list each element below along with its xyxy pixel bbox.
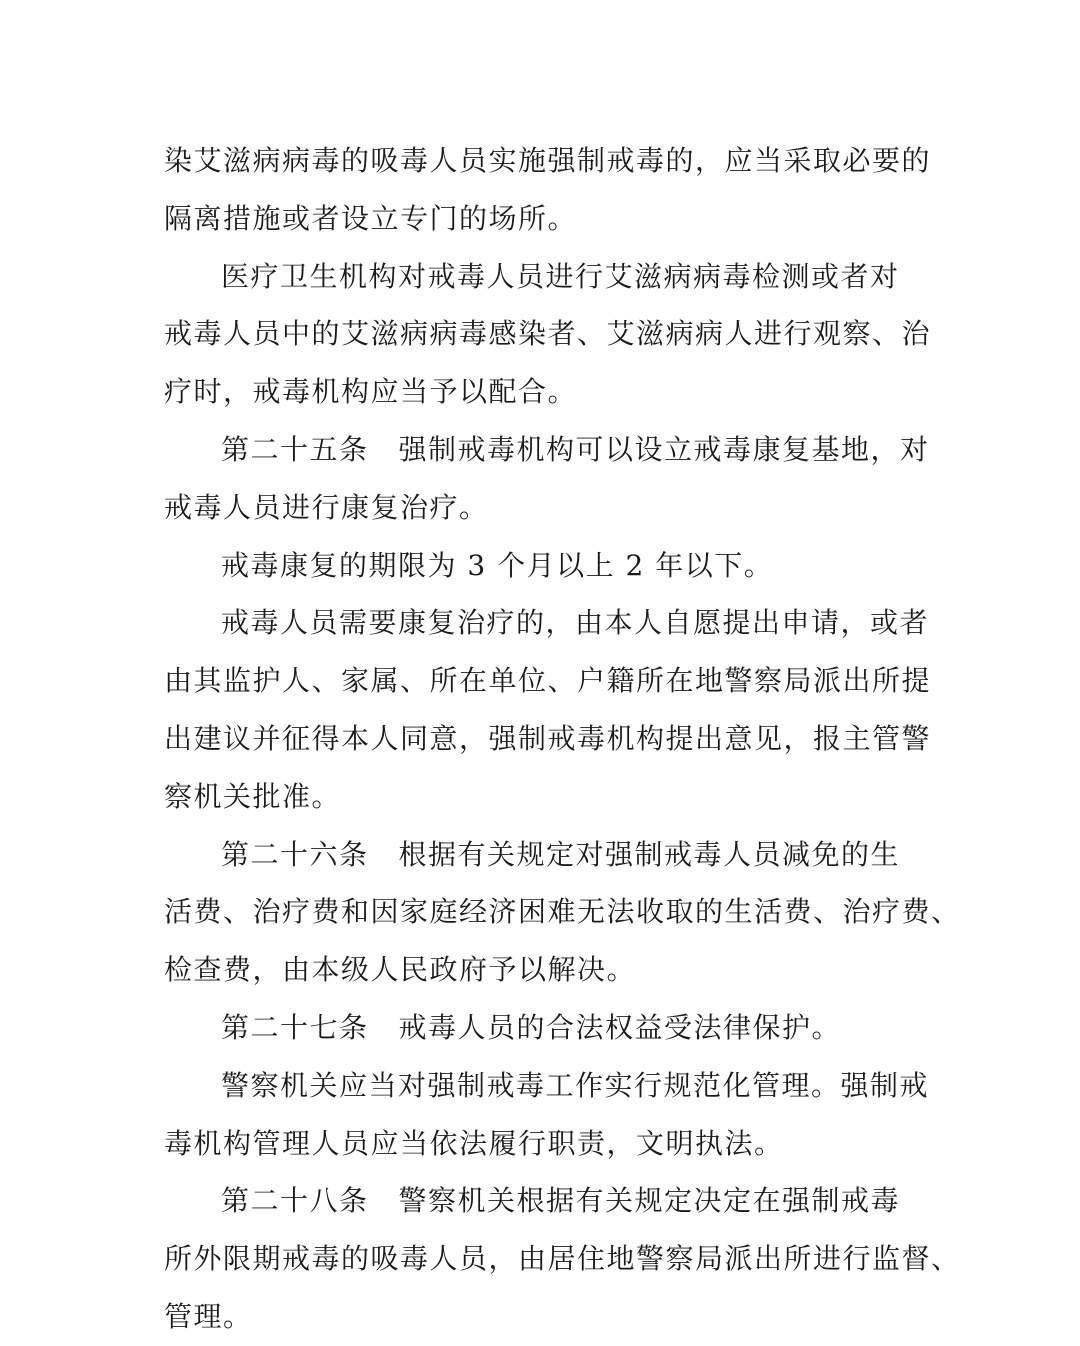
article-number: 第二十五条 (221, 432, 369, 466)
article-number: 第二十六条 (221, 837, 369, 871)
article-text: 强制戒毒机构可以设立戒毒康复基地，对 (398, 432, 930, 466)
text-line: 出建议并征得本人同意，强制戒毒机构提出意见，报主管警 (164, 721, 932, 755)
text-line: 管理。 (164, 1299, 253, 1333)
article-line (164, 826, 924, 884)
text-line: 警察机关应当对强制戒毒工作实行规范化管理。强制戒 (221, 1068, 930, 1102)
text-line: 戒毒康复的期限为 3 个月以上 2 年以下。 (221, 548, 774, 582)
text-line: 戒毒人员需要康复治疗的，由本人自愿提出申请，或者 (221, 606, 930, 640)
article-text: 警察机关根据有关规定决定在强制戒毒 (398, 1184, 901, 1218)
text-line: 隔离措施或者设立专门的场所。 (164, 201, 578, 235)
article-line (164, 1172, 924, 1230)
article-line (164, 421, 930, 479)
text-line: 由其监护人、家属、所在单位、户籍所在地警察局派出所提 (164, 664, 932, 698)
article-number: 第二十八条 (221, 1184, 369, 1218)
text-line: 活费、治疗费和因家庭经济困难无法收取的生活费、治疗费、 (164, 895, 961, 929)
article-text: 戒毒人员的合法权益受法律保护。 (398, 1010, 842, 1044)
article-number: 第二十七条 (221, 1010, 369, 1044)
text-line: 戒毒人员进行康复治疗。 (164, 490, 489, 524)
article-text: 根据有关规定对强制戒毒人员减免的生 (398, 837, 901, 871)
text-line: 染艾滋病病毒的吸毒人员实施强制戒毒的，应当采取必要的 (164, 144, 932, 177)
text-line: 毒机构管理人员应当依法履行职责，文明执法。 (164, 1126, 784, 1160)
text-line: 察机关批准。 (164, 779, 342, 813)
document-body (164, 132, 961, 1346)
text-line: 医疗卫生机构对戒毒人员进行艾滋病病毒检测或者对 (221, 259, 900, 293)
text-line: 疗时，戒毒机构应当予以配合。 (164, 375, 578, 409)
article-line (164, 999, 924, 1057)
text-line: 戒毒人员中的艾滋病病毒感染者、艾滋病病人进行观察、治 (164, 317, 932, 351)
text-line: 检查费，由本级人民政府予以解决。 (164, 953, 637, 987)
text-line: 所外限期戒毒的吸毒人员，由居住地警察局派出所进行监督、 (164, 1242, 961, 1276)
